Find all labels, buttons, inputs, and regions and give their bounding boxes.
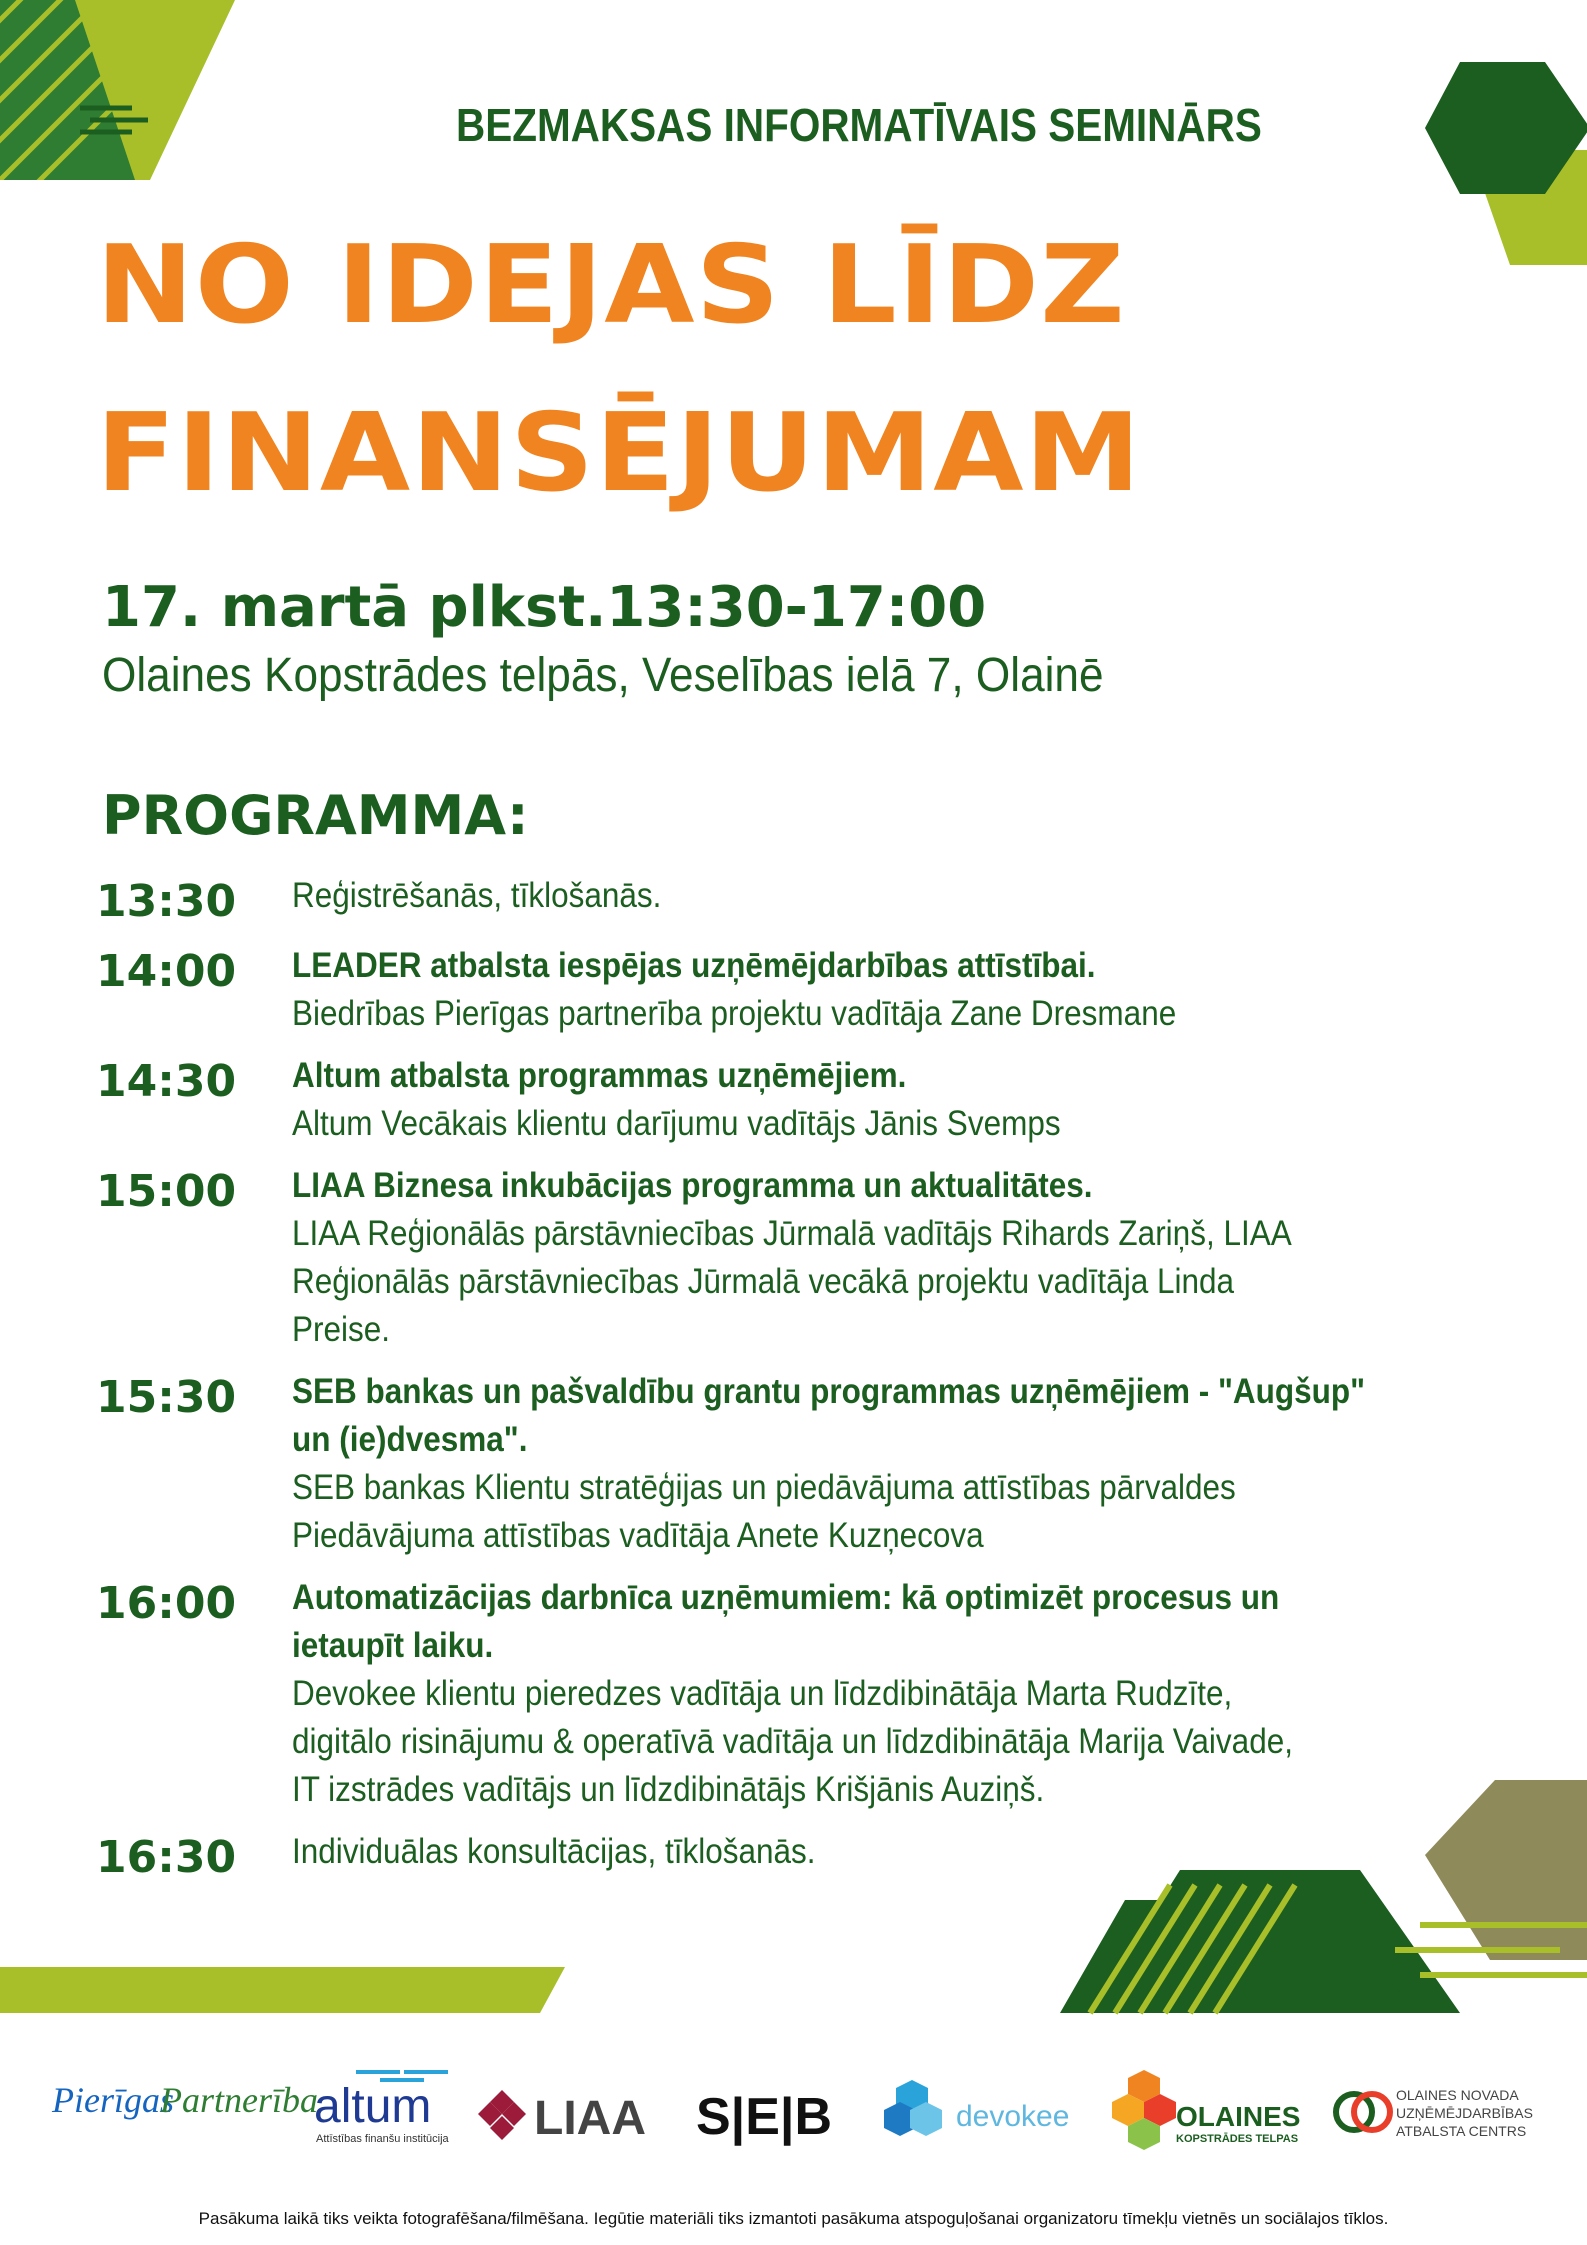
agenda-time: 14:00 [96, 946, 237, 997]
agenda-item [96, 1368, 1496, 1560]
pieriga-partneriba-logo [51, 2080, 318, 2120]
program-heading: PROGRAMMA: [102, 784, 529, 847]
event-date-time: 17. martā plkst.13:30-17:00 [102, 575, 987, 640]
agenda-item [96, 1162, 1496, 1354]
agenda-item [96, 942, 1496, 1038]
agenda-title: un (ie)dvesma". [292, 1420, 528, 1459]
agenda-title: Automatizācijas darbnīca uzņēmumiem: kā optimizēt procesus un [292, 1578, 1280, 1617]
agenda-line: Reģistrēšanās, tīklošanās. [292, 876, 662, 915]
event-title-line2: FINANSĒJUMAM [96, 391, 1142, 516]
agenda-line: Piedāvājuma attīstības vadītāja Anete Kuzņecova [292, 1516, 984, 1555]
altum-logo [314, 2070, 450, 2145]
bottom-left-lime-bar [0, 1967, 565, 2013]
liaa-logo [478, 2090, 646, 2145]
center-line2: UZŅĒMĒJDARBĪBAS [1396, 2105, 1533, 2121]
agenda-item [96, 1052, 1496, 1148]
agenda-time: 16:00 [96, 1578, 237, 1629]
agenda-time: 15:00 [96, 1166, 237, 1217]
agenda-item [96, 1828, 1496, 1884]
center-line3: ATBALSTA CENTRS [1396, 2123, 1527, 2139]
agenda-line: Devokee klientu pieredzes vadītāja un līdzdibinātāja Marta Rudzīte, [292, 1674, 1233, 1713]
agenda-line: Preise. [292, 1310, 391, 1349]
altum-subtext: Attīstības finanšu institūcija [316, 2133, 449, 2145]
pieriga-text: Pierīgas [52, 2080, 174, 2120]
agenda-time: 14:30 [96, 1056, 237, 1107]
event-location: Olaines Kopstrādes telpās, Veselības ielā 7, Olainē [102, 649, 1104, 702]
devokee-logo [884, 2080, 1069, 2136]
olaines-text: OLAINES [1176, 2101, 1301, 2132]
agenda-title: SEB bankas un pašvaldību grantu programmas uzņēmējiem - "Augšup" [292, 1372, 1366, 1411]
event-title-line1: NO IDEJAS LĪDZ [96, 223, 1126, 348]
agenda-line: Reģionālās pārstāvniecības Jūrmalā vecākā projektu vadītāja Linda [292, 1262, 1235, 1301]
agenda-line: Altum Vecākais klientu darījumu vadītājs Jānis Svemps [292, 1104, 1061, 1143]
center-line1: OLAINES NOVADA [1396, 2087, 1519, 2103]
agenda-title: LIAA Biznesa inkubācijas programma un aktualitātes. [292, 1166, 1093, 1205]
altum-text: altum [314, 2080, 432, 2133]
agenda-item [96, 872, 1496, 928]
agenda-time: 13:30 [96, 876, 237, 927]
seb-text: S|E|B [696, 2088, 833, 2146]
agenda-line: Individuālas konsultācijas, tīklošanās. [292, 1832, 816, 1871]
agenda-time: 15:30 [96, 1372, 237, 1423]
seb-logo [696, 2088, 832, 2146]
partner-logos [0, 2030, 1587, 2170]
footer-disclaimer: Pasākuma laikā tiks veikta fotografēšana/filmēšana. Iegūtie materiāli tiks izmantoti pasākuma atspoguļošanai organizatoru tīmekļu vietnēs un sociālajos tīklos. [198, 2209, 1389, 2228]
olaines-subtext: KOPSTRĀDES TELPAS [1176, 2133, 1299, 2145]
agenda-title: Altum atbalsta programmas uzņēmējiem. [292, 1056, 907, 1095]
olaines-novada-center-logo [1336, 2087, 1533, 2139]
agenda-title: ietaupīt laiku. [292, 1626, 494, 1665]
devokee-text: devokee [956, 2100, 1070, 2133]
agenda-line: Biedrības Pierīgas partnerība projektu vadītāja Zane Dresmane [292, 994, 1177, 1033]
agenda-line: IT izstrādes vadītājs un līdzdibinātājs Krišjānis Auziņš. [292, 1770, 1045, 1809]
agenda-item [96, 1574, 1496, 1814]
partneriba-text: Partnerība [160, 2080, 318, 2120]
olaines-kopstrades-logo [1112, 2070, 1300, 2150]
agenda-title: LEADER atbalsta iespējas uzņēmējdarbības attīstībai. [292, 946, 1096, 985]
agenda-line: LIAA Reģionālās pārstāvniecības Jūrmalā vadītājs Rihards Zariņš, LIAA [292, 1214, 1292, 1253]
agenda-line: SEB bankas Klientu stratēģijas un piedāvājuma attīstības pārvaldes [292, 1468, 1236, 1507]
program-agenda [96, 872, 1496, 1898]
agenda-time: 16:30 [96, 1832, 237, 1883]
event-subtitle: BEZMAKSAS INFORMATĪVAIS SEMINĀRS [456, 99, 1262, 151]
liaa-text: LIAA [534, 2092, 646, 2145]
agenda-line: digitālo risinājumu & operatīvā vadītāja un līdzdibinātāja Marija Vaivade, [292, 1722, 1293, 1761]
